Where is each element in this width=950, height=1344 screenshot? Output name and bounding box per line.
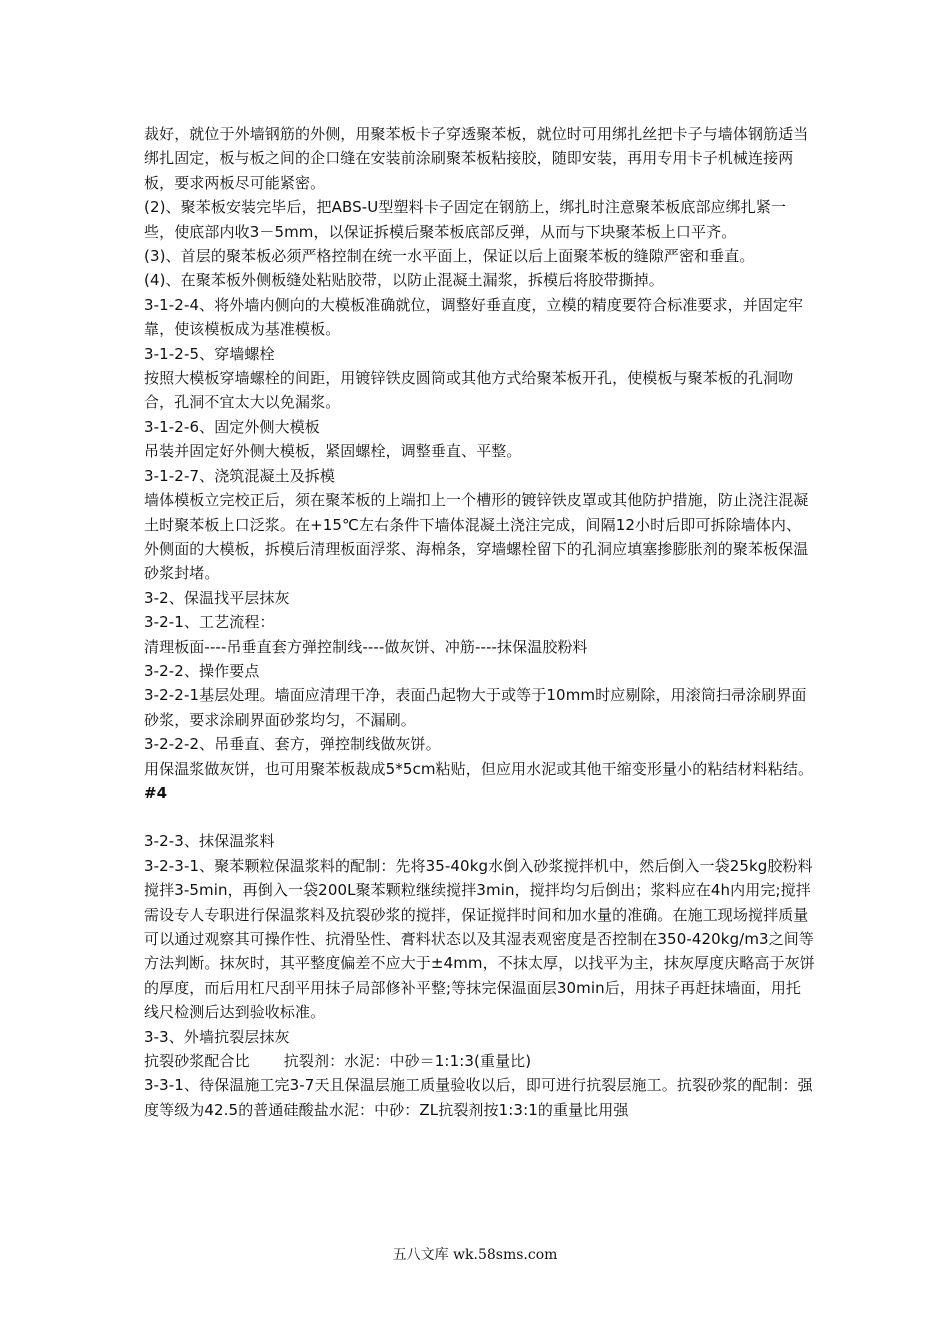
paragraph: 3-1-2-4、将外墙内侧向的大模板准确就位，调整好垂直度，立模的精度要符合标准要求，并固定牢靠，使该模板成为基准模板。 xyxy=(144,295,804,339)
section-heading: 3-1-2-5、穿墙螺栓 xyxy=(144,344,275,363)
paragraph: 抗裂砂浆配合比 抗裂剂：水泥：中砂＝1:1:3(重量比) xyxy=(144,1052,532,1071)
paragraph: 清理板面----吊垂直套方弹控制线----做灰饼、冲筋----抹保温胶粉料 xyxy=(144,637,588,656)
section-heading: 3-2-2-2、吊垂直、套方，弹控制线做灰饼。 xyxy=(144,735,441,754)
paragraph: 3-2-2-1基层处理。墙面应清理干净，表面凸起物大于或等于10mm时应剔除，用滚筒扫帚涂刷界面砂浆，要求涂刷界面砂浆均匀，不漏刷。 xyxy=(144,686,807,729)
paragraph: 用保温浆做灰饼，也可用聚苯板裁成5*5cm粘贴，但应用水泥或其他干缩变形量小的粘结材料粘结。 xyxy=(144,759,814,778)
paragraph: (2)、聚苯板安装完毕后，把ABS-U型塑料卡子固定在钢筋上，绑扎时注意聚苯板底部应绑扎紧一些，使底部内收3－5mm，以保证拆模后聚苯板底部反弹，从而与下块聚苯板上口平齐。 xyxy=(144,198,787,241)
section-heading: 3-1-2-6、固定外侧大模板 xyxy=(144,417,320,436)
paragraph: 按照大模板穿墙螺栓的间距，用镀锌铁皮圆筒或其他方式给聚苯板开孔，使模板与聚苯板的孔洞吻合，孔洞不宜太大以免漏浆。 xyxy=(144,369,794,412)
paragraph: 3-2-3-1、聚苯颗粒保温浆料的配制：先将35-40kg水倒入砂浆搅拌机中，然后倒入一袋25kg胶粉料搅拌3-5min，再倒入一袋200L聚苯颗粒继续搅拌3min，搅拌均匀后倒出；浆料应在4h内用完;搅拌需设专人专职进行保温浆料及抗裂砂浆的搅拌，保证搅拌时间和加水量的准确。在施工现场搅拌质量可以通过观察其可操作性、抗滑坠性、膏料状态以及其湿表观密度是否控制在350-420kg/m3之间等方法判断。抹灰时，其平整度偏差不应大于±4mm，不抹太厚，以找平为主，抹灰厚度庆略高于灰饼的厚度，而后用杠尺刮平用抹子局部修补平整;等抹完保温面层30min后，用抹子再赶抹墙面，用托线尺检测后达到验收标准。 xyxy=(144,856,815,1022)
paragraph: (3)、首层的聚苯板必须严格控制在统一水平面上，保证以后上面聚苯板的缝隙严密和垂直。 xyxy=(144,247,755,266)
page-marker: #4 xyxy=(144,783,168,802)
section-heading: 3-1-2-7、浇筑混凝土及拆模 xyxy=(144,466,336,485)
section-heading: 3-2-3、抹保温浆料 xyxy=(144,832,275,851)
section-heading: 3-2、保温找平层抹灰 xyxy=(144,588,290,607)
paragraph: 裁好，就位于外墙钢筋的外侧，用聚苯板卡子穿透聚苯板，就位时可用绑扎丝把卡子与墙体钢筋适当绑扎固定，板与板之间的企口缝在安装前涂刷聚苯板粘接胶，随即安装，再用专用卡子机械连接两板，要求两板尽可能紧密。 xyxy=(144,125,809,192)
paragraph: 墙体模板立完校正后，须在聚苯板的上端扣上一个槽形的镀锌铁皮罩或其他防护措施，防止浇注混凝土时聚苯板上口泛浆。在+15℃左右条件下墙体混凝土浇注完成，间隔12小时后即可拆除墙体内、外侧面的大模板，拆模后清理板面浮浆、海棉条，穿墙螺栓留下的孔洞应填塞掺膨胀剂的聚苯板保温砂浆封堵。 xyxy=(144,491,809,583)
paragraph: 吊装并固定好外侧大模板，紧固螺栓，调整垂直、平整。 xyxy=(144,442,522,461)
document-body xyxy=(144,122,816,1122)
section-heading: 3-3、外墙抗裂层抹灰 xyxy=(144,1027,290,1046)
paragraph: (4)、在聚苯板外侧板缝处粘贴胶带，以防止混凝土漏浆，拆模后将胶带撕掉。 xyxy=(144,271,664,290)
section-heading: 3-2-1、工艺流程： xyxy=(144,613,275,632)
paragraph: 3-3-1、待保温施工完3-7天且保温层施工质量验收以后，即可进行抗裂层施工。抗裂砂浆的配制：强度等级为42.5的普通硅酸盐水泥：中砂：ZL抗裂剂按1:3:1的重量比用强 xyxy=(144,1076,813,1119)
page-footer: 五八文库 wk.58sms.com xyxy=(392,1247,558,1263)
section-heading: 3-2-2、操作要点 xyxy=(144,661,260,680)
